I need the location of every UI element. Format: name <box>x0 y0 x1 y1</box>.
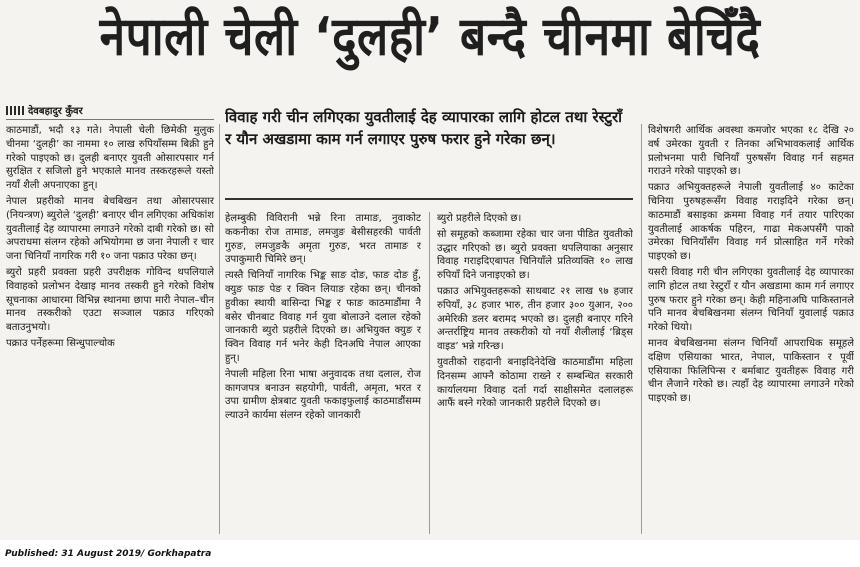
article-column-4 <box>648 124 854 534</box>
paragraph: ब्युरो प्रहरीले दिएको छ। <box>437 213 522 224</box>
paragraph: मानव बेचबिखनमा संलग्न चिनियाँ आपराधिक समूहले दक्षिण एसियाका भारत, नेपाल, पाकिस्तान र पूर्वी एसियाका फिलिपिन्स र बर्माबाट युवतीहरू विवाह गरी चीन लैजाने गरेको छ। त्यहाँ देह व्यापारमा लगाउने गरेको पाइएको छ। <box>648 337 854 405</box>
paragraph: सो समूहको कब्जामा रहेका चार जना पीडित युवतीको उद्धार गरिएको छ। ब्युरो प्रवक्ता थपलियाका अनुसार विवाह गराइदिएबापत चिनियाँले प्रतिव्यक्ति १० लाख रुपियाँ दिने जनाइएको छ। <box>437 228 633 282</box>
byline-author: देवबहादुर कुँवर <box>28 106 83 117</box>
paragraph: युवतीको राहदानी बनाइदिनेदेखि काठमाडौंमा महिला दिनसम्म आफ्नै कोठामा राख्ने र सम्बन्धित सरकारी कार्यालयमा विवाह दर्ता गर्दा साक्षीसमेत दलालहरू आफैं बस्ने गरेको जानकारी प्रहरीले दिएको छ। <box>437 356 633 410</box>
paragraph: हेलम्बुकी विविरानी भन्ने रिना तामाङ, नुवाकोट ककनीका रोज तामाङ, लमजुङ बेसीसहरकी पार्वती गुरुङ, लमजुङकै अमृता गुरुङ, भरत तामाङ र उपाकुमारी चिमिरे छन्। <box>225 213 421 266</box>
column-divider <box>429 212 430 534</box>
subheadline: विवाह गरी चीन लगिएका युवतीलाई देह व्यापारका लागि होटल तथा रेस्टुराँ र यौन अखडामा काम गर्न लगाएर पुरुष फरार हुने गरेका छन्। <box>225 108 623 148</box>
paragraph: ब्युरो प्रहरी प्रवक्ता प्रहरी उपरीक्षक गोविन्द थपलियाले विवाहको प्रलोभन देखाइ मानव तस्करी हुने गरेको विशेष सूचनाका आधारमा विभिन्न स्थानमा छापा मारी नेपाल–चीन मानव तस्करीको एउटा सञ्जाल पक्राउ गरिएको बताउनुभयो। <box>6 266 214 334</box>
article-column-1 <box>6 124 214 534</box>
paragraph: त्यस्तै चिनियाँ नागरिक भिङ्क साङ दोङ, फाङ दोङ हुँ, क्युङ फाङ पेङ र क्विन लियाङ रहेका छन्। चीनको हुवीका स्थायी बासिन्दा भिङ्क र फाङ काठमाडौंमा नै बसेर चीनबाट विवाह गर्न युवा बोलाउने दलाल रहेको जानकारी ब्युरो प्रहरीले दिएको छ। अभियुक्त क्युङ र क्विन विवाह गर्न भनेर केही दिनअघि नेपाल आएका हुन्। <box>225 270 421 364</box>
paragraph: पक्राउ अभियुक्तहरूको साथबाट २१ लाख ९७ हजार रुपियाँ, ३८ हजार भारु, तीन हजार ३०० युआन, २०० अमेरिकी डलर बरामद भएको छ। दुलही बनाएर गरिने अन्तर्राष्ट्रिय मानव तस्करीको यो नयाँ शैलीलाई ‘ब्रिड्स वाइड’ भन्ने गरिन्छ। <box>437 285 633 353</box>
byline <box>6 103 214 117</box>
paragraph: यसरी विवाह गरी चीन लगिएका युवतीलाई देह व्यापारका लागि होटल तथा रेस्टुराँ र यौन अखडामा काम गर्न लगाएर पुरुष फरार हुने गरेका छन्। केही महिनाअघि पाकिस्तानले पनि मानव बेचबिखनमा संलग्न चिनियाँ युवालाई पक्राउ गरेको थियो। <box>648 266 854 334</box>
subheadline-divider <box>225 198 633 200</box>
paragraph: नेपाली महिला रिना भाषा अनुवादक तथा दलाल, रोज कागजपत्र बनाउन सहयोगी, पार्वती, अमृता, भरत र उपा ग्रामीण क्षेत्रबाट युवती फकाइफुलाई काठमाडौंसम्म ल्याउने कार्यमा संलग्न रहेको जानकारी <box>225 368 421 422</box>
paragraph: नेपाल प्रहरीको मानव बेचबिखन तथा ओसारपसार (नियन्त्रण) ब्युरोले ‘दुलही’ बनाएर चीन लगिएका अधिकांश युवतीलाई देह व्यापारमा लगाउने गरेको दाबी गरेको छ। सो अपराधमा संलग्न रहेको अभियोगमा छ जना नेपाली र चार जना चिनियाँ नागरिक गरी १० जना पक्राउ परेका छन्। <box>6 195 214 263</box>
publication-caption: Published: 31 August 2019/ Gorkhapatra <box>5 549 212 559</box>
article-column-3 <box>437 212 633 534</box>
byline-divider <box>6 119 214 120</box>
column-divider <box>219 124 220 534</box>
column-divider <box>641 124 642 534</box>
paragraph: विशेषगरी आर्थिक अवस्था कमजोर भएका १८ देखि २० वर्ष उमेरका युवती र तिनका अभिभावकलाई आर्थिक प्रलोभनमा पारी चिनियाँ पुरुषसँग विवाह गर्न सहमत गराउने गरेको पाइएको छ। <box>648 125 854 178</box>
paragraph: पक्राउ अभियुक्तहरूले नेपाली युवतीलाई ४० काटेका चिनिया पुरुषहरूसँग विवाह गराइदिने गरेका छन्। काठमाडौं बसाइका क्रममा विवाह गर्न तयार पारिएका युवतीलाई आकर्षक पहिरन, गाढा मेकअपसँगै पाको उमेरका चिनियाँसँग विवाह गर्न प्रोत्साहित गर्ने गरेको पाइएको छ। <box>648 182 854 263</box>
headline: नेपाली चेली ‘दुलही’ बन्दै चीनमा बेचिँदै <box>99 4 761 68</box>
paragraph: पक्राउ पर्नेहरूमा सिन्धुपाल्चोक <box>6 337 115 349</box>
article-column-2 <box>225 212 421 534</box>
byline-marker <box>6 106 24 115</box>
paragraph: काठमाडौं, भदौ १३ गते। नेपाली चेली छिमेकी मुलुक चीनमा ‘दुलही’ का नाममा १० लाख रुपियाँसम्म बिक्री हुने गरेको पाइएको छ। दुलही बनाएर युवती ओसारपसार गर्न सुरक्षित र सजिलो हुने भएकाले मानव तस्करहरूले यस्तो नयाँ शैली अपनाएका हुन्। <box>6 125 214 192</box>
